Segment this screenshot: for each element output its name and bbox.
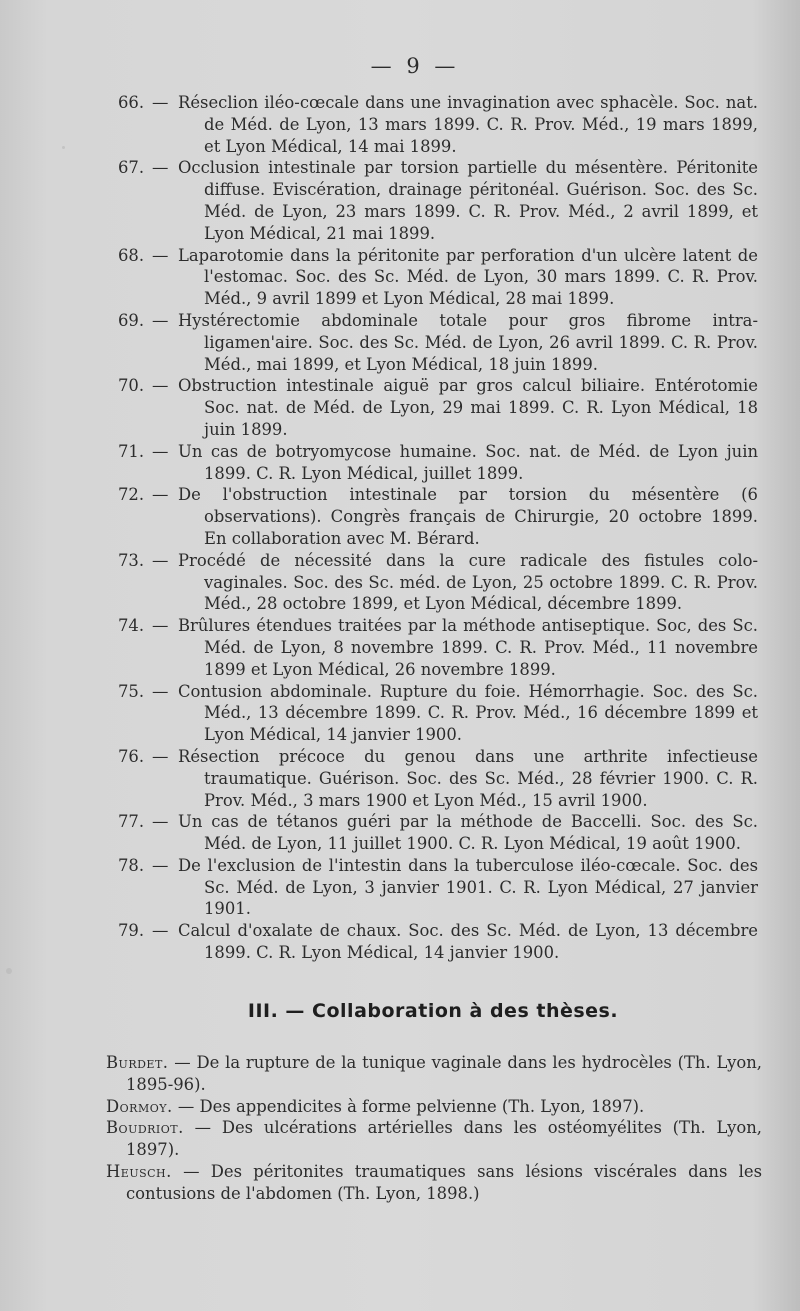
entry-text: De l'obstruction intestinale par torsion du mésentère (6 observations). Congrès français de Chirurgie, 20 octobre 1899. En collaboration avec M. Bérard.: [178, 485, 758, 548]
entry-text: Hystérectomie abdominale totale pour gros fibrome intra-ligamen'aire. Soc. des Sc. Méd. de Lyon, 26 avril 1899. C. R. Prov. Méd., mai 1899, et Lyon Médical, 18 juin 1899.: [178, 310, 758, 374]
thesis-text: Des appendicites à forme pelvienne (Th. Lyon, 1897).: [199, 1096, 645, 1116]
entry-text: Procédé de nécessité dans la cure radicale des fistules colo-vaginales. Soc. des Sc. méd. de Lyon, 25 octobre 1899. C. R. Prov. Méd., 28 octobre 1899, et Lyon Médical, décembre 1899.: [178, 550, 758, 614]
entry-text: Calcul d'oxalate de chaux. Soc. des Sc. Méd. de Lyon, 13 décembre 1899. C. R. Lyon Médical, 14 janvier 1900.: [178, 921, 758, 963]
list-item: [118, 920, 758, 964]
list-item: [106, 1117, 762, 1161]
entry-number: 68.: [118, 245, 145, 265]
entry-number: 67.: [118, 158, 145, 178]
list-item: [118, 157, 758, 244]
entry-dash: —: [152, 921, 169, 941]
list-item: [106, 1052, 762, 1096]
list-item: [118, 484, 758, 549]
entry-dash: —: [152, 376, 169, 396]
entry-number: 72.: [118, 485, 145, 505]
list-item: [118, 245, 758, 310]
entry-dash: —: [152, 616, 169, 636]
entry-dash: —: [152, 245, 169, 265]
entry-text: Un cas de tétanos guéri par la méthode de Baccelli. Soc. des Sc. Méd. de Lyon, 11 juillet 1900. C. R. Lyon Médical, 19 août 1900.: [178, 812, 758, 854]
entry-number: 77.: [118, 812, 145, 832]
theses-list: [106, 1052, 762, 1205]
thesis-text: Des ulcérations artérielles dans les ostéomyélites (Th. Lyon, 1897).: [126, 1118, 762, 1160]
entry-dash: —: [152, 93, 169, 112]
entry-number: 79.: [118, 921, 145, 941]
entry-text: Brûlures étendues traitées par la méthode antiseptique. Soc, des Sc. Méd. de Lyon, 8 novembre 1899. C. R. Prov. Méd., 11 novembre 1899 et Lyon Médical, 26 novembre 1899.: [178, 616, 758, 679]
entry-dash: —: [152, 158, 169, 178]
entry-number: 76.: [118, 746, 145, 766]
list-item: [118, 375, 758, 440]
entry-number: 70.: [118, 376, 145, 396]
entry-dash: —: [152, 485, 169, 505]
thesis-author: Dormoy.: [106, 1096, 173, 1116]
list-item: [118, 681, 758, 746]
entry-dash: —: [152, 310, 169, 330]
entry-dash: —: [177, 1096, 195, 1116]
list-item: [118, 811, 758, 855]
entry-dash: —: [152, 441, 169, 461]
section-heading: III. — Collaboration à des thèses.: [247, 1000, 619, 1022]
list-item: [118, 310, 758, 375]
list-item: [118, 746, 758, 811]
list-item: [106, 1161, 762, 1205]
paper-blemish: [6, 968, 12, 974]
entry-text: Un cas de botryomycose humaine. Soc. nat. de Méd. de Lyon juin 1899. C. R. Lyon Médical, juillet 1899.: [178, 441, 758, 483]
entry-dash: —: [152, 855, 169, 875]
entry-dash: —: [194, 1118, 212, 1138]
entry-number: 71.: [118, 441, 145, 461]
publication-list: [118, 92, 758, 964]
entry-number: 66.: [118, 93, 145, 112]
entry-text: Contusion abdominale. Rupture du foie. Hémorrhagie. Soc. des Sc. Méd., 13 décembre 1899. C. R. Prov. Méd., 16 décembre 1899 et Lyon Médical, 14 janvier 1900.: [178, 681, 758, 745]
entry-dash: —: [174, 1053, 191, 1072]
thesis-text: Des péritonites traumatiques sans lésions viscérales dans les contusions de l'abdomen (Th. Lyon, 1898.): [126, 1161, 763, 1203]
entry-number: 78.: [118, 855, 145, 875]
entry-text: Réseclion iléo-cœcale dans une invagination avec sphacèle. Soc. nat. de Méd. de Lyon, 13 mars 1899. C. R. Prov. Méd., 19 mars 1899, et Lyon Médical, 14 mai 1899.: [178, 93, 758, 156]
entry-number: 75.: [118, 681, 145, 701]
entry-text: Résection précoce du genou dans une arthrite infectieuse traumatique. Guérison. Soc. des Sc. Méd., 28 février 1900. C. R. Prov. Méd., 3 mars 1900 et Lyon Méd., 15 avril 1900.: [178, 746, 758, 810]
entry-text: Obstruction intestinale aiguë par gros calcul biliaire. Entérotomie Soc. nat. de Méd. de Lyon, 29 mai 1899. C. R. Lyon Médical, 18 juin 1899.: [178, 376, 758, 439]
entry-dash: —: [152, 746, 169, 766]
paper-blemish: [62, 146, 65, 149]
thesis-author: Burdet.: [106, 1053, 169, 1072]
thesis-author: Boudriot.: [106, 1118, 184, 1138]
entry-dash: —: [183, 1161, 200, 1181]
list-item: [118, 855, 758, 920]
entry-text: Laparotomie dans la péritonite par perforation d'un ulcère latent de l'estomac. Soc. des Sc. Méd. de Lyon, 30 mars 1899. C. R. Prov. Méd., 9 avril 1899 et Lyon Médical, 28 mai 1899.: [178, 245, 758, 309]
entry-dash: —: [152, 812, 169, 832]
entry-text: Occlusion intestinale par torsion partielle du mésentère. Péritonite diffuse. Eviscération, drainage péritonéal. Guérison. Soc. des Sc. Méd. de Lyon, 23 mars 1899. C. R. Prov. Méd., 2 avril 1899, et Lyon Médical, 21 mai 1899.: [178, 158, 758, 243]
entry-dash: —: [152, 550, 169, 570]
list-item: [118, 550, 758, 615]
list-item: [118, 441, 758, 485]
entry-number: 69.: [118, 310, 145, 330]
thesis-text: De la rupture de la tunique vaginale dans les hydrocèles (Th. Lyon, 1895-96).: [126, 1053, 762, 1094]
entry-number: 74.: [118, 616, 145, 636]
entry-dash: —: [152, 681, 169, 701]
list-item: [118, 92, 758, 157]
thesis-author: Heusch.: [106, 1161, 172, 1181]
entry-number: 73.: [118, 550, 145, 570]
list-item: [118, 615, 758, 680]
entry-text: De l'exclusion de l'intestin dans la tuberculose iléo-cœcale. Soc. des Sc. Méd. de Lyon, 3 janvier 1901. C. R. Lyon Médical, 27 janvier 1901.: [178, 855, 758, 919]
list-item: [106, 1096, 762, 1118]
page-number: — 9 —: [370, 54, 460, 78]
